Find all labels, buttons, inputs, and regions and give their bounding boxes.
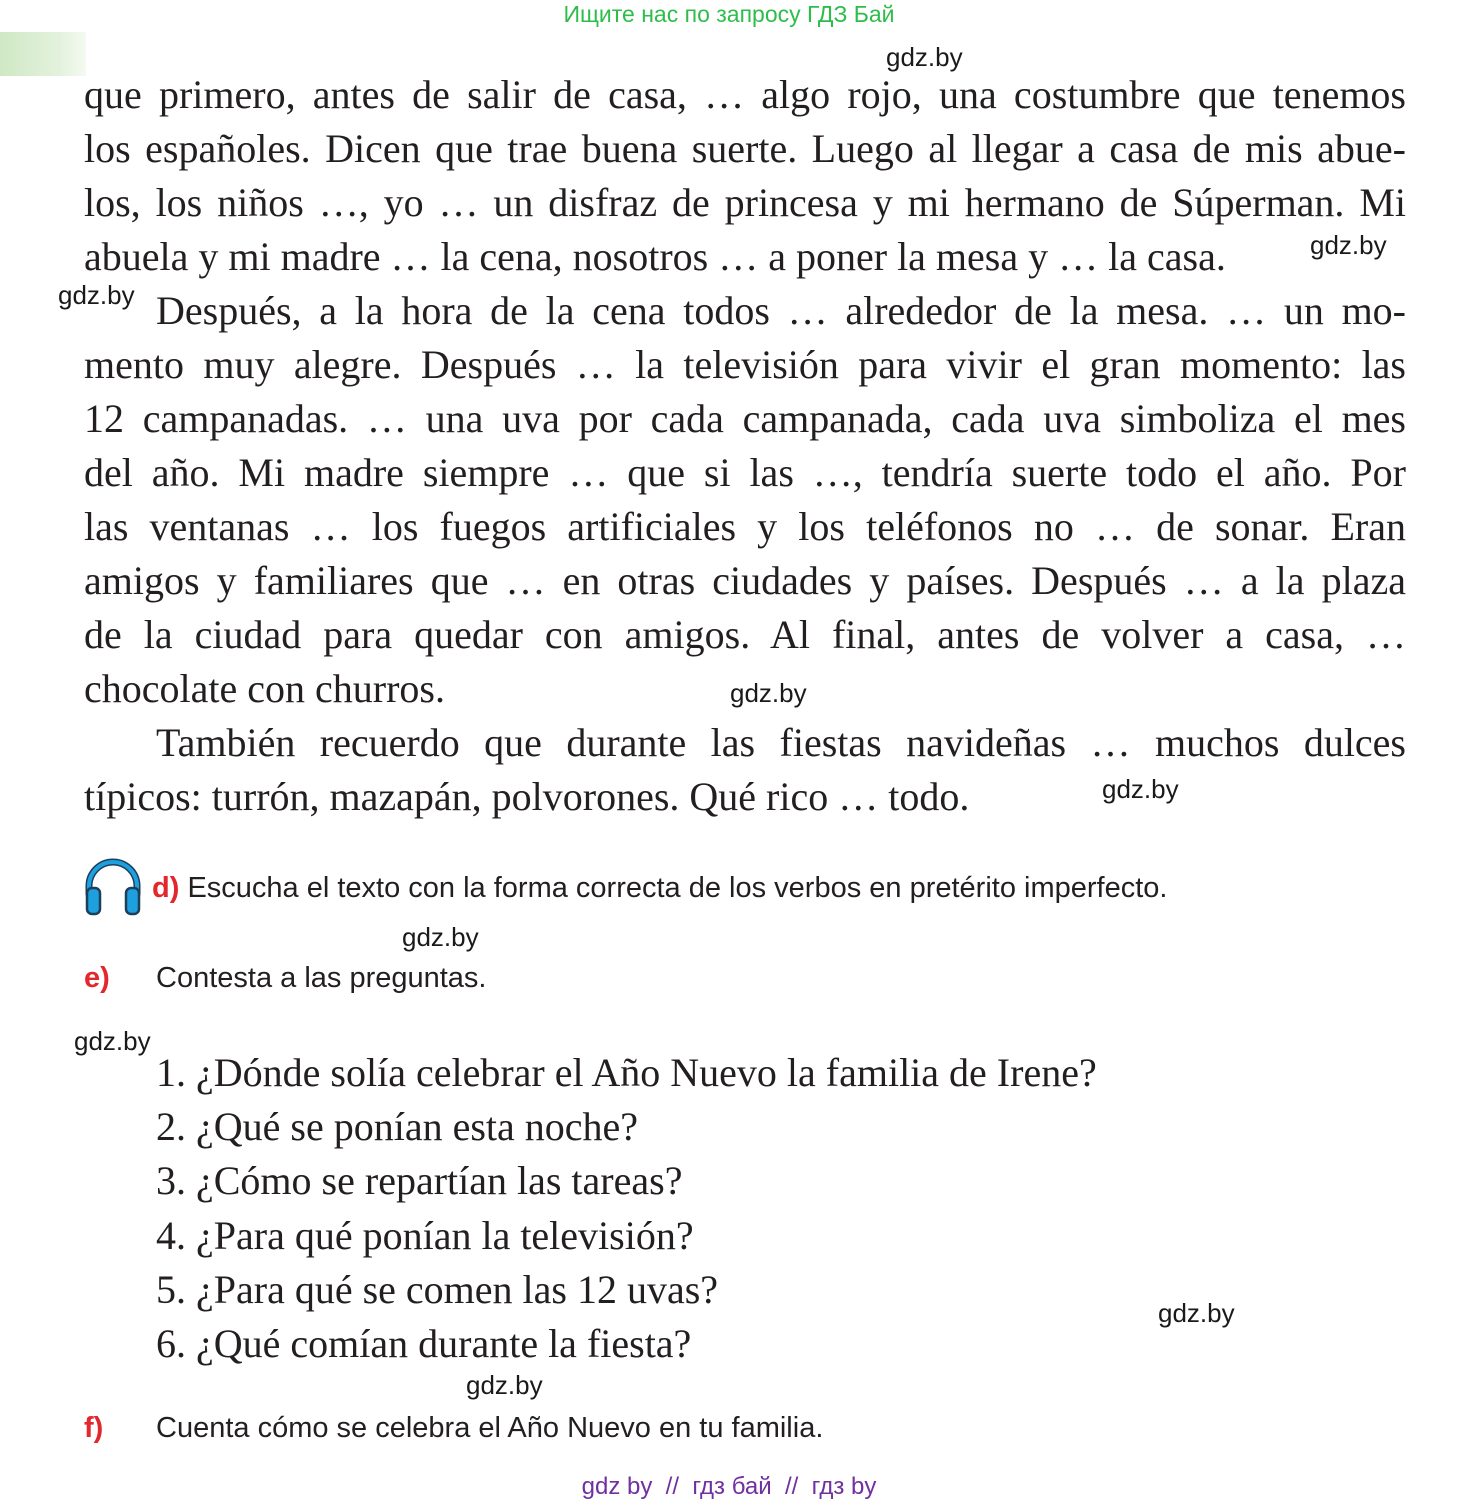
text-line: típicos: turrón, mazapán, polvorones. Qué rico … todo.: [84, 774, 970, 819]
text-line: chocolate con churros.: [84, 666, 445, 711]
text-line: de la ciudad para quedar con amigos. Al final, antes de volver a casa, …: [84, 612, 1406, 657]
task-f: [84, 1410, 823, 1446]
text-line: mento muy alegre. Después … la televisión para vivir el gran momento: las: [84, 342, 1406, 387]
footer-links: gdz by // гдз бай // гдз by: [581, 1473, 877, 1500]
text-line: 12 campanadas. … una uva por cada campanada, cada uva simboliza el mes: [84, 396, 1406, 441]
text-line: los españoles. Dicen que trae buena suerte. Luego al llegar a casa de mis abue-: [84, 126, 1406, 171]
task-d: [152, 870, 1167, 906]
text-line: abuela y mi madre … la cena, nosotros … a poner la mesa y … la casa.: [84, 234, 1226, 279]
task-text: Cuenta cómo se celebra el Año Nuevo en tu familia.: [156, 1412, 824, 1444]
watermark: gdz.by: [1310, 230, 1387, 260]
watermark: gdz.by: [1102, 774, 1179, 804]
watermark: gdz.by: [466, 1370, 543, 1400]
watermark: gdz.by: [730, 678, 807, 708]
task-text: Escucha el texto con la forma correcta de los verbos en pretérito imperfecto.: [187, 872, 1168, 904]
headphones-icon[interactable]: [83, 858, 143, 916]
page-corner-tab: [0, 32, 86, 76]
watermark: gdz.by: [1158, 1298, 1235, 1328]
question-item: 6. ¿Qué comían durante la fiesta?: [156, 1321, 692, 1367]
question-item: 5. ¿Para qué se comen las 12 uvas?: [156, 1266, 719, 1312]
watermark: gdz.by: [402, 922, 479, 952]
reading-text: [84, 68, 1406, 824]
text-line: amigos y familiares que … en otras ciudades y países. Después … a la plaza: [84, 558, 1406, 603]
watermark: gdz.by: [886, 42, 963, 72]
question-list: [156, 1046, 1097, 1371]
question-item: 2. ¿Qué se ponían esta noche?: [156, 1104, 639, 1150]
text-line: las ventanas … los fuegos artificiales y los teléfonos no … de sonar. Eran: [84, 504, 1406, 549]
task-letter: d): [152, 872, 180, 904]
task-letter: f): [84, 1412, 104, 1444]
text-line: También recuerdo que durante las fiestas navideñas … muchos dulces: [156, 720, 1406, 765]
watermark: gdz.by: [58, 280, 135, 310]
task-e: [84, 960, 486, 996]
question-item: 1. ¿Dónde solía celebrar el Año Nuevo la familia de Irene?: [156, 1050, 1097, 1095]
search-banner: Ищите нас по запросу ГДЗ Бай: [563, 1, 895, 27]
task-text: Contesta a las preguntas.: [156, 962, 487, 994]
watermark: gdz.by: [74, 1026, 151, 1056]
text-line: del año. Mi madre siempre … que si las …, tendría suerte todo el año. Por: [84, 450, 1406, 495]
text-line: que primero, antes de salir de casa, … algo rojo, una costumbre que tenemos: [84, 72, 1406, 117]
question-item: 3. ¿Cómo se repartían las tareas?: [156, 1158, 683, 1204]
task-letter: e): [84, 962, 110, 994]
question-item: 4. ¿Para qué ponían la televisión?: [156, 1212, 694, 1258]
text-line: los, los niños …, yo … un disfraz de princesa y mi hermano de Súperman. Mi: [84, 180, 1406, 225]
text-line: Después, a la hora de la cena todos … alrededor de la mesa. … un mo-: [156, 288, 1406, 333]
